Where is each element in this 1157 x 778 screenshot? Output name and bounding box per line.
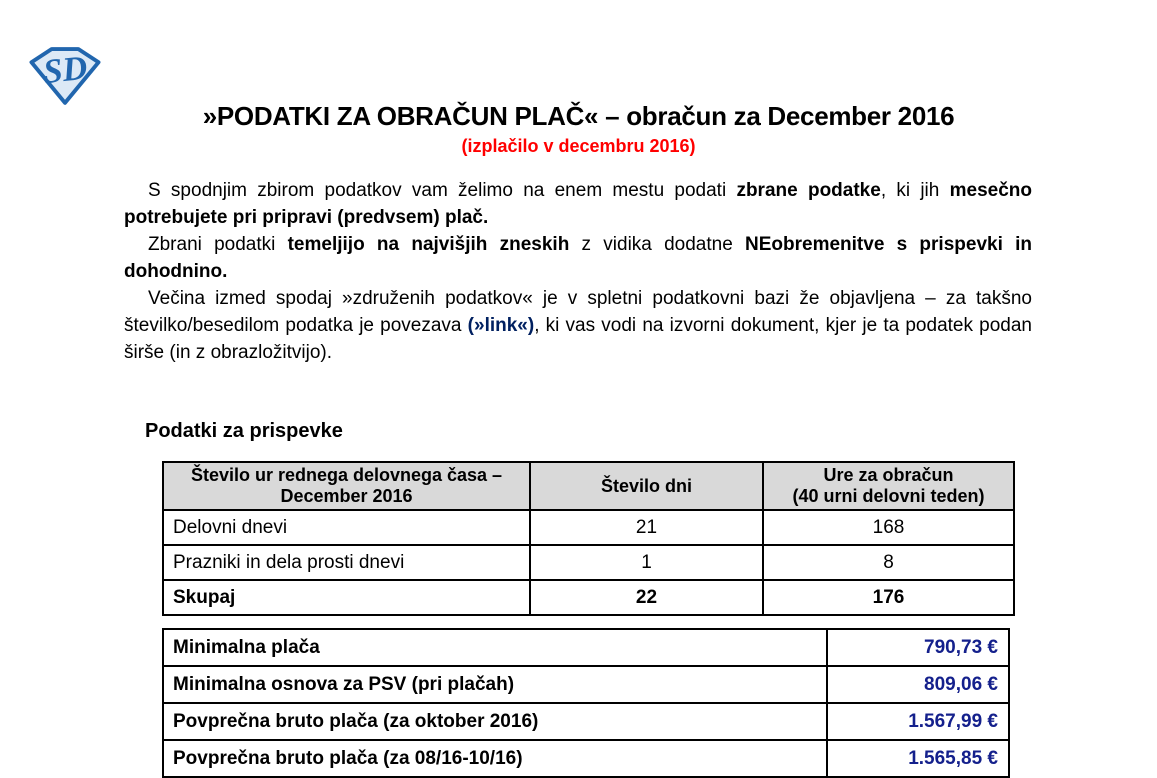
sd-logo xyxy=(26,40,104,108)
row-amount-value: 1.567,99 € xyxy=(827,703,1009,740)
row-label: Povprečna bruto plača (za oktober 2016) xyxy=(163,703,827,740)
text-segment: , ki vas vodi na izvorni dokument, kjer je ta podatek podan širše (in z obrazložitvijo). xyxy=(124,315,1032,363)
row-amount-value: 809,06 € xyxy=(827,666,1009,703)
bold-text-segment: mesečno potrebujete pri pripravi (predvsem) plač. xyxy=(124,180,1032,228)
bold-text-segment: NEobremenitve s prispevki in dohodnino. xyxy=(124,234,1032,282)
section-heading-prispevki: Podatki za prispevke xyxy=(145,420,343,442)
amounts-table xyxy=(162,628,1010,778)
bold-text-segment: temeljijo na najvišjih zneskih xyxy=(287,234,570,255)
row-hours-value: 176 xyxy=(763,580,1014,615)
row-label: Prazniki in dela prosti dnevi xyxy=(163,545,530,580)
row-amount-value: 1.565,85 € xyxy=(827,740,1009,777)
hours-table-header-hours: Ure za obračun (40 urni delovni teden) xyxy=(763,462,1014,510)
table-row-minimalna-placa xyxy=(163,629,1009,666)
table-row-delovni-dnevi xyxy=(163,510,1014,545)
row-label: Minimalna plača xyxy=(163,629,827,666)
text-segment: Zbrani podatki xyxy=(148,234,288,255)
row-label: Povprečna bruto plača (za 08/16-10/16) xyxy=(163,740,827,777)
hours-table-header-days: Število dni xyxy=(530,462,763,510)
hours-table-header-row xyxy=(163,462,1014,510)
intro-text-block xyxy=(124,177,1032,366)
row-days-value: 1 xyxy=(530,545,763,580)
row-days-value: 21 xyxy=(530,510,763,545)
intro-paragraph-2 xyxy=(124,231,1032,285)
intro-paragraph-1 xyxy=(124,177,1032,231)
table-row-povprecna-trimesecje xyxy=(163,740,1009,777)
row-hours-value: 168 xyxy=(763,510,1014,545)
table-row-skupaj xyxy=(163,580,1014,615)
link-reference[interactable]: (»link«) xyxy=(467,315,535,336)
intro-paragraph-3 xyxy=(124,285,1032,366)
document-header xyxy=(0,100,1157,157)
hours-table-header-label: Število ur rednega delovnega časa – December 2016 xyxy=(163,462,530,510)
sd-shield-icon xyxy=(26,40,104,108)
text-segment: Večina izmed spodaj »združenih podatkov« je v spletni podatkovni bazi že objavljena – za takšno številko/besedilom podatka je povezava xyxy=(124,288,1032,336)
bold-text-segment: zbrane podatke xyxy=(736,180,881,201)
table-row-povprecna-oktober xyxy=(163,703,1009,740)
page-title: »PODATKI ZA OBRAČUN PLAČ« – obračun za December 2016 xyxy=(202,101,955,131)
table-row-prazniki xyxy=(163,545,1014,580)
page-subtitle: (izplačilo v decembru 2016) xyxy=(461,136,696,156)
row-label: Delovni dnevi xyxy=(163,510,530,545)
text-segment: , ki jih xyxy=(880,180,950,201)
table-row-minimalna-osnova xyxy=(163,666,1009,703)
row-days-value: 22 xyxy=(530,580,763,615)
row-label: Skupaj xyxy=(163,580,530,615)
row-label: Minimalna osnova za PSV (pri plačah) xyxy=(163,666,827,703)
hours-table xyxy=(162,461,1015,616)
text-segment: S spodnjim zbirom podatkov vam želimo na enem mestu podati xyxy=(148,180,737,201)
logo-letters: SD xyxy=(41,48,90,92)
row-hours-value: 8 xyxy=(763,545,1014,580)
text-segment: z vidika dodatne xyxy=(569,234,746,255)
row-amount-value: 790,73 € xyxy=(827,629,1009,666)
